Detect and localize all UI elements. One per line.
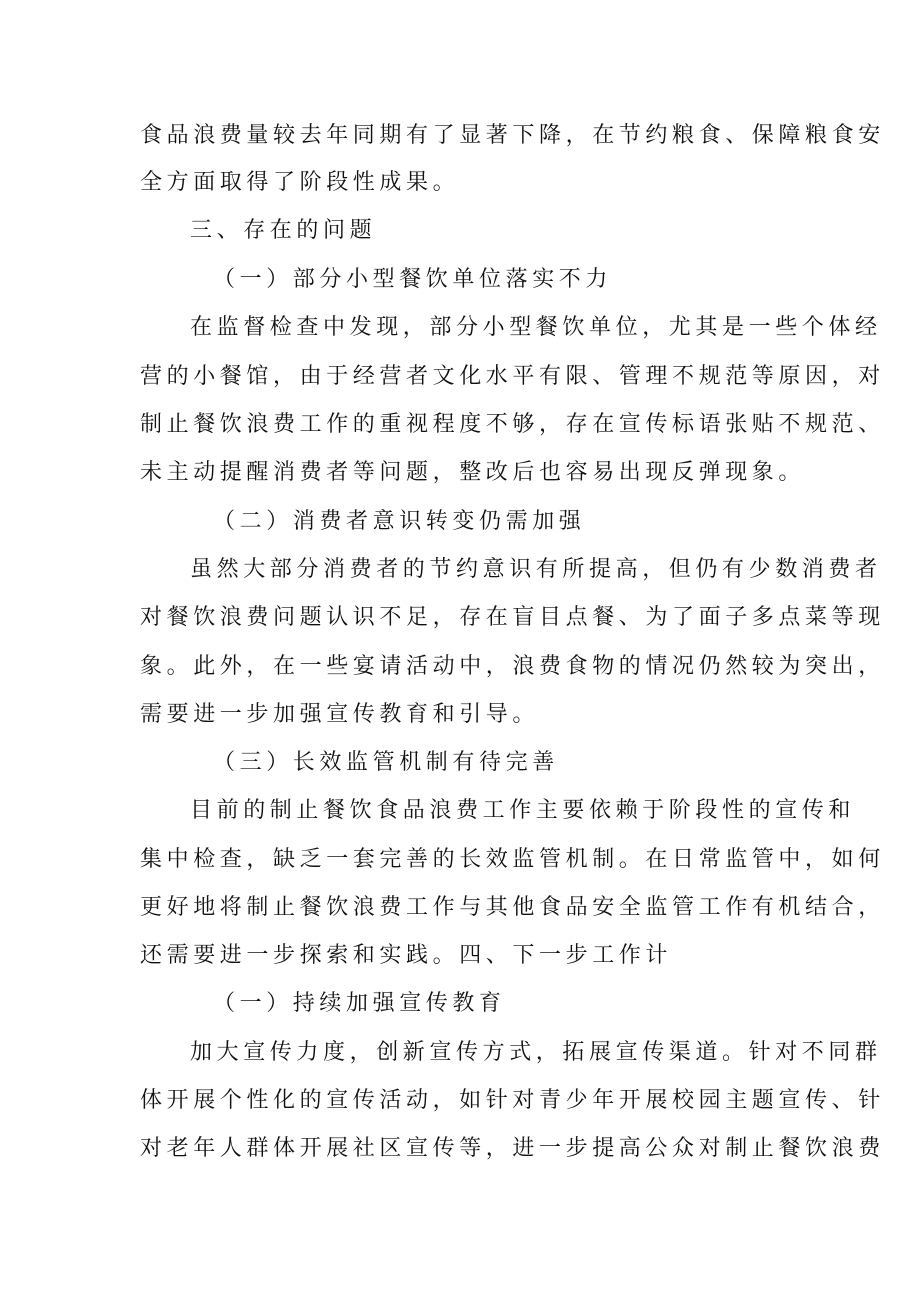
subsection-heading: （一）持续加强宣传教育 <box>213 991 506 1016</box>
body-text-line: 全方面取得了阶段性成果。 <box>140 170 460 195</box>
body-text-line: 制止餐饮浪费工作的重视程度不够，存在宣传标语张贴不规范、 <box>140 412 885 437</box>
body-text-line: 虽然大部分消费者的节约意识有所提高，但仍有少数消费者 <box>190 557 882 582</box>
body-text-line: 象。此外，在一些宴请活动中，浪费食物的情况仍然较为突出， <box>140 654 885 679</box>
body-text-line: 营的小餐馆，由于经营者文化水平有限、管理不规范等原因，对 <box>140 364 885 389</box>
body-text-line: 目前的制止餐饮食品浪费工作主要依赖于阶段性的宣传和 <box>190 798 856 823</box>
body-text-line: 对餐饮浪费问题认识不足，存在盲目点餐、为了面子多点菜等现 <box>140 605 885 630</box>
body-text-line: 还需要进一步探索和实践。四、下一步工作计 <box>140 943 673 968</box>
subsection-heading: （三）长效监管机制有待完善 <box>213 750 559 775</box>
body-text-line: 未主动提醒消费者等问题，整改后也容易出现反弹现象。 <box>140 460 806 485</box>
body-text-line: 食品浪费量较去年同期有了显著下降，在节约粮食、保障粮食安 <box>140 123 885 148</box>
body-text-line: 集中检查，缺乏一套完善的长效监管机制。在日常监管中，如何 <box>140 847 885 872</box>
body-text-line: 体开展个性化的宣传活动，如针对青少年开展校园主题宣传、针 <box>140 1088 885 1113</box>
body-text-line: 更好地将制止餐饮浪费工作与其他食品安全监管工作有机结合， <box>140 895 885 920</box>
body-text-line: 需要进一步加强宣传教育和引导。 <box>140 702 540 727</box>
body-text-line: 对老年人群体开展社区宣传等，进一步提高公众对制止餐饮浪费 <box>140 1136 885 1161</box>
section-heading: 三、存在的问题 <box>190 218 377 243</box>
subsection-heading: （一）部分小型餐饮单位落实不力 <box>213 267 613 292</box>
body-text-line: 加大宣传力度，创新宣传方式，拓展宣传渠道。针对不同群 <box>190 1040 882 1065</box>
subsection-heading: （二）消费者意识转变仍需加强 <box>213 509 586 534</box>
body-text-line: 在监督检查中发现，部分小型餐饮单位，尤其是一些个体经 <box>190 315 882 340</box>
